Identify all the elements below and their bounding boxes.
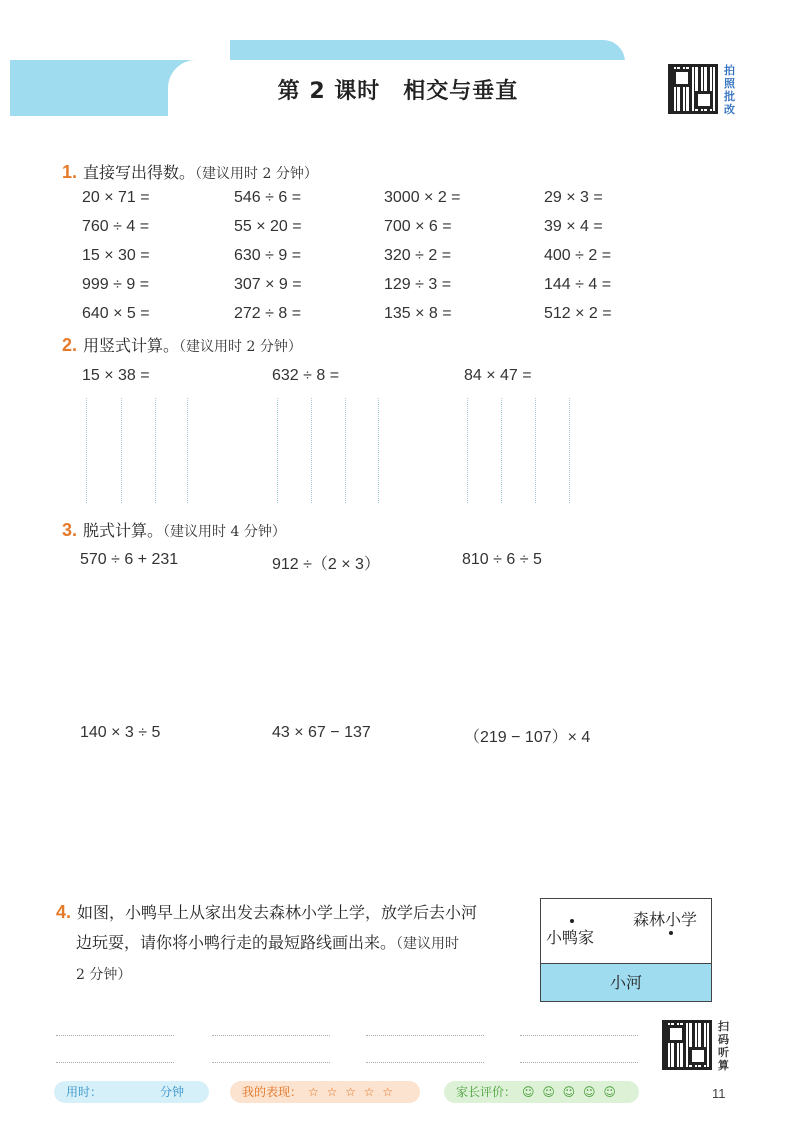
q4-figure[interactable] <box>540 898 712 1002</box>
q1-title <box>62 160 318 183</box>
q1-item: 546 ÷ 6 = <box>234 189 302 206</box>
q3-number: 3. <box>62 520 78 540</box>
home-point <box>570 919 574 923</box>
guide-line <box>187 398 188 503</box>
q1-item: 307 × 9 = <box>234 276 302 293</box>
qr-label-photo-grade: 拍照批改 <box>724 64 735 116</box>
parent-label: 家长评价： <box>456 1085 517 1099</box>
dotted-line <box>212 1062 330 1063</box>
q1-item: 760 ÷ 4 = <box>82 218 150 235</box>
q1-item: 55 × 20 = <box>234 218 302 235</box>
q4-text-block <box>56 897 477 990</box>
top-band <box>0 0 800 30</box>
guide-line <box>311 398 312 503</box>
dotted-line <box>520 1062 638 1063</box>
river: 小河 <box>541 963 711 1001</box>
q1-item: 135 × 8 = <box>384 305 452 322</box>
q3-item: 810 ÷ 6 ÷ 5 <box>462 551 542 568</box>
q4-number: 4. <box>56 902 72 922</box>
q1-item: 3000 × 2 = <box>384 189 461 206</box>
guide-line <box>155 398 156 503</box>
q1-item: 512 × 2 = <box>544 305 612 322</box>
guide-line <box>121 398 122 503</box>
guide-line <box>467 398 468 503</box>
guide-line <box>277 398 278 503</box>
q1-item: 39 × 4 = <box>544 218 603 235</box>
q2-number: 2. <box>62 335 78 355</box>
q2-title <box>62 333 302 356</box>
time-unit: 分钟 <box>160 1085 185 1099</box>
q3-item: （219 − 107）× 4 <box>464 729 591 746</box>
q3-title <box>62 518 286 541</box>
time-used-field[interactable] <box>54 1081 209 1103</box>
q2-text: 用竖式计算。 <box>83 336 180 355</box>
dotted-line <box>520 1035 638 1036</box>
q1-text: 直接写出得数。 <box>83 163 196 182</box>
q1-item: 320 ÷ 2 = <box>384 247 452 264</box>
performance-label: 我的表现： <box>242 1085 303 1099</box>
guide-line <box>501 398 502 503</box>
lesson-title: 第 2 课时 相交与垂直 <box>277 79 519 104</box>
qr-label-listen: 扫码听算 <box>718 1020 729 1072</box>
q1-item: 144 ÷ 4 = <box>544 276 612 293</box>
q4-line1: 如图，小鸭早上从家出发去森林小学上学，放学后去小河 <box>77 903 478 922</box>
q4-line2: 边玩耍，请你将小鸭行走的最短路线画出来。 <box>76 933 397 952</box>
q1-hint: （建议用时 2 分钟） <box>195 166 318 182</box>
q3-item: 43 × 67 − 137 <box>272 724 371 741</box>
q1-item: 15 × 30 = <box>82 247 150 264</box>
school-label: 森林小学 <box>633 910 698 929</box>
dotted-line <box>366 1035 484 1036</box>
q1-item: 999 ÷ 9 = <box>82 276 150 293</box>
q1-item: 29 × 3 = <box>544 189 603 206</box>
q1-item: 640 × 5 = <box>82 305 150 322</box>
q3-item: 912 ÷（2 × 3） <box>272 556 380 573</box>
qr-code-icon[interactable] <box>668 64 718 114</box>
guide-line <box>86 398 87 503</box>
dotted-line <box>212 1035 330 1036</box>
dotted-line <box>56 1035 174 1036</box>
q4-hint: （建议用时 <box>396 936 460 952</box>
q1-number: 1. <box>62 162 78 182</box>
q1-item: 630 ÷ 9 = <box>234 247 302 264</box>
q1-item: 129 ÷ 3 = <box>384 276 452 293</box>
guide-line <box>535 398 536 503</box>
star-icon[interactable]: ☆ ☆ ☆ ☆ ☆ <box>308 1085 396 1099</box>
dotted-line <box>366 1062 484 1063</box>
smiley-icon[interactable]: ☺ ☺ ☺ ☺ ☺ <box>522 1085 618 1099</box>
q1-item: 700 × 6 = <box>384 218 452 235</box>
q1-item: 400 ÷ 2 = <box>544 247 612 264</box>
q4-line3: 2 分钟） <box>76 967 132 983</box>
school-point <box>669 931 673 935</box>
q1-item: 272 ÷ 8 = <box>234 305 302 322</box>
guide-line <box>345 398 346 503</box>
parent-rating[interactable] <box>444 1081 639 1103</box>
q3-item: 570 ÷ 6 + 231 <box>80 551 179 568</box>
qr-code-icon[interactable] <box>662 1020 712 1070</box>
q3-text: 脱式计算。 <box>83 521 164 540</box>
q2-item: 84 × 47 = <box>464 367 532 384</box>
q2-hint: （建议用时 2 分钟） <box>179 339 302 355</box>
time-label: 用时： <box>66 1085 103 1099</box>
q1-item: 20 × 71 = <box>82 189 150 206</box>
guide-line <box>378 398 379 503</box>
q2-item: 632 ÷ 8 = <box>272 367 340 384</box>
performance-rating[interactable] <box>230 1081 420 1103</box>
page-number: 11 <box>712 1086 726 1101</box>
q3-hint: （建议用时 4 分钟） <box>163 524 286 540</box>
q2-item: 15 × 38 = <box>82 367 150 384</box>
home-label: 小鸭家 <box>546 928 595 947</box>
q3-item: 140 × 3 ÷ 5 <box>80 724 161 741</box>
guide-line <box>569 398 570 503</box>
dotted-line <box>56 1062 174 1063</box>
